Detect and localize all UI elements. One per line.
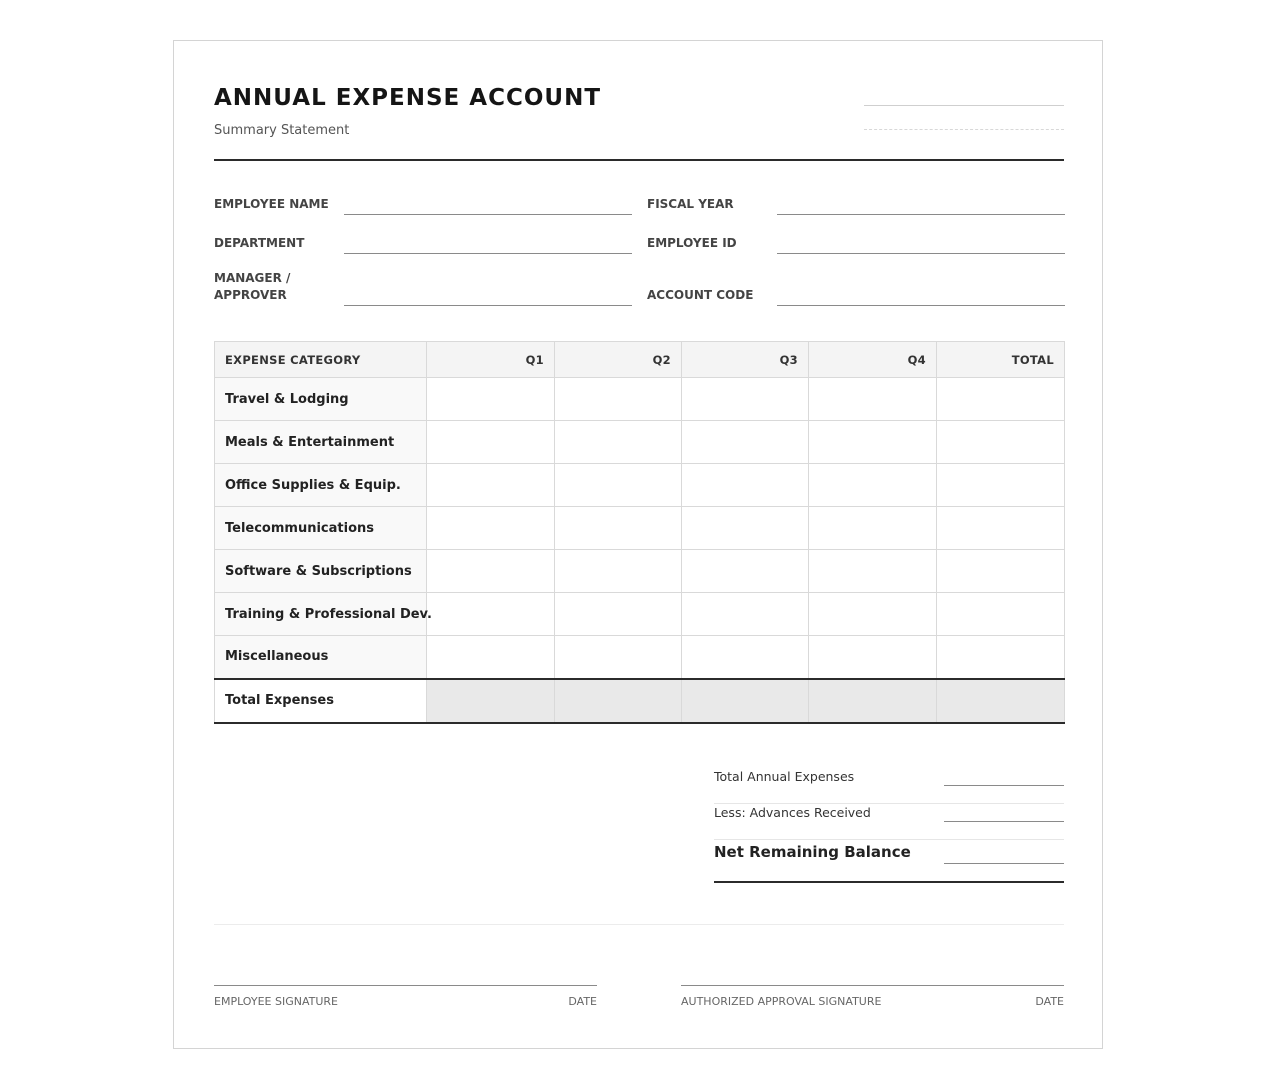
- cell-total[interactable]: [937, 593, 1065, 636]
- manager-label-line1: MANAGER /: [214, 271, 291, 285]
- net-remaining-balance-label: Net Remaining Balance: [714, 843, 911, 861]
- cell-q1[interactable]: [427, 378, 555, 421]
- manager-label-line2: APPROVER: [214, 288, 287, 302]
- table-row: [215, 464, 1065, 507]
- cell-q2[interactable]: [555, 464, 682, 507]
- table-header-row: [215, 342, 1065, 378]
- table-row: [215, 636, 1065, 679]
- cell-q1[interactable]: [427, 550, 555, 593]
- manager-approver-field[interactable]: [344, 305, 632, 306]
- fiscal-year-field[interactable]: [777, 214, 1065, 215]
- employee-date-label: DATE: [568, 995, 597, 1008]
- total-q2-cell[interactable]: [555, 679, 682, 723]
- approval-date-label: DATE: [1035, 995, 1064, 1008]
- account-code-field[interactable]: [777, 305, 1065, 306]
- approval-signature-line[interactable]: [681, 985, 1064, 1008]
- cell-q3[interactable]: [682, 593, 809, 636]
- cell-q2[interactable]: [555, 550, 682, 593]
- department-field[interactable]: [344, 253, 632, 254]
- cell-total[interactable]: [937, 464, 1065, 507]
- total-expenses-row: [215, 679, 1065, 723]
- advances-received-label: Less: Advances Received: [714, 805, 871, 820]
- total-q1-cell[interactable]: [427, 679, 555, 723]
- header-total: TOTAL: [937, 342, 1065, 378]
- total-expenses-label: Total Expenses: [215, 679, 427, 723]
- cell-q4[interactable]: [809, 550, 937, 593]
- cell-q3[interactable]: [682, 464, 809, 507]
- header-dashed-line: [864, 129, 1064, 130]
- total-annual-expenses-field[interactable]: [944, 785, 1064, 786]
- table-row: [215, 378, 1065, 421]
- cell-q4[interactable]: [809, 421, 937, 464]
- employee-id-label: EMPLOYEE ID: [647, 236, 737, 250]
- total-annual-expenses-label: Total Annual Expenses: [714, 769, 855, 784]
- employee-name-field[interactable]: [344, 214, 632, 215]
- department-label: DEPARTMENT: [214, 236, 305, 250]
- grand-total-cell[interactable]: [937, 679, 1065, 723]
- header-q1: Q1: [427, 342, 555, 378]
- signature-divider: [214, 924, 1064, 925]
- employee-id-field[interactable]: [777, 253, 1065, 254]
- page-title: ANNUAL EXPENSE ACCOUNT: [214, 85, 602, 111]
- cell-q3[interactable]: [682, 421, 809, 464]
- employee-signature-label: EMPLOYEE SIGNATURE: [214, 995, 338, 1008]
- account-code-label: ACCOUNT CODE: [647, 288, 754, 302]
- employee-name-label: EMPLOYEE NAME: [214, 197, 329, 211]
- net-remaining-balance-field[interactable]: [944, 863, 1064, 864]
- cell-total[interactable]: [937, 550, 1065, 593]
- cell-total[interactable]: [937, 636, 1065, 679]
- total-annual-expenses-row: [714, 767, 1064, 804]
- cell-q4[interactable]: [809, 378, 937, 421]
- cell-q1[interactable]: [427, 507, 555, 550]
- cell-q2[interactable]: [555, 378, 682, 421]
- cell-q3[interactable]: [682, 636, 809, 679]
- header-q2: Q2: [555, 342, 682, 378]
- table-row: [215, 421, 1065, 464]
- cell-q2[interactable]: [555, 593, 682, 636]
- cell-q1[interactable]: [427, 636, 555, 679]
- category-telecommunications: Telecommunications: [215, 507, 427, 550]
- manager-approver-label: [214, 270, 334, 304]
- fiscal-year-label: FISCAL YEAR: [647, 197, 734, 211]
- total-q4-cell[interactable]: [809, 679, 937, 723]
- page-subtitle: Summary Statement: [214, 123, 350, 138]
- advances-received-row: [714, 803, 1064, 840]
- total-q3-cell[interactable]: [682, 679, 809, 723]
- cell-total[interactable]: [937, 507, 1065, 550]
- cell-q1[interactable]: [427, 464, 555, 507]
- header-blank-line[interactable]: [864, 105, 1064, 106]
- cell-q4[interactable]: [809, 636, 937, 679]
- approval-signature-label: AUTHORIZED APPROVAL SIGNATURE: [681, 995, 882, 1008]
- cell-q4[interactable]: [809, 507, 937, 550]
- net-remaining-balance-row: [714, 839, 1064, 883]
- cell-q2[interactable]: [555, 507, 682, 550]
- table-row: [215, 593, 1065, 636]
- category-office-supplies: Office Supplies & Equip.: [215, 464, 427, 507]
- cell-q4[interactable]: [809, 593, 937, 636]
- category-miscellaneous: Miscellaneous: [215, 636, 427, 679]
- cell-q4[interactable]: [809, 464, 937, 507]
- category-travel-lodging: Travel & Lodging: [215, 378, 427, 421]
- cell-q2[interactable]: [555, 636, 682, 679]
- cell-total[interactable]: [937, 421, 1065, 464]
- cell-q1[interactable]: [427, 421, 555, 464]
- table-row: [215, 550, 1065, 593]
- employee-signature-line[interactable]: [214, 985, 597, 1008]
- cell-q3[interactable]: [682, 378, 809, 421]
- category-meals-entertainment: Meals & Entertainment: [215, 421, 427, 464]
- cell-q3[interactable]: [682, 507, 809, 550]
- header-expense-category: EXPENSE CATEGORY: [215, 342, 427, 378]
- header-q3: Q3: [682, 342, 809, 378]
- category-software-subscriptions: Software & Subscriptions: [215, 550, 427, 593]
- header-q4: Q4: [809, 342, 937, 378]
- cell-total[interactable]: [937, 378, 1065, 421]
- expense-form-page: [173, 40, 1103, 1049]
- expense-table: [214, 341, 1065, 724]
- cell-q3[interactable]: [682, 550, 809, 593]
- cell-q2[interactable]: [555, 421, 682, 464]
- table-row: [215, 507, 1065, 550]
- cell-q1[interactable]: [427, 593, 555, 636]
- header-divider: [214, 159, 1064, 161]
- advances-received-field[interactable]: [944, 821, 1064, 822]
- category-training-professional-dev: Training & Professional Dev.: [215, 593, 427, 636]
